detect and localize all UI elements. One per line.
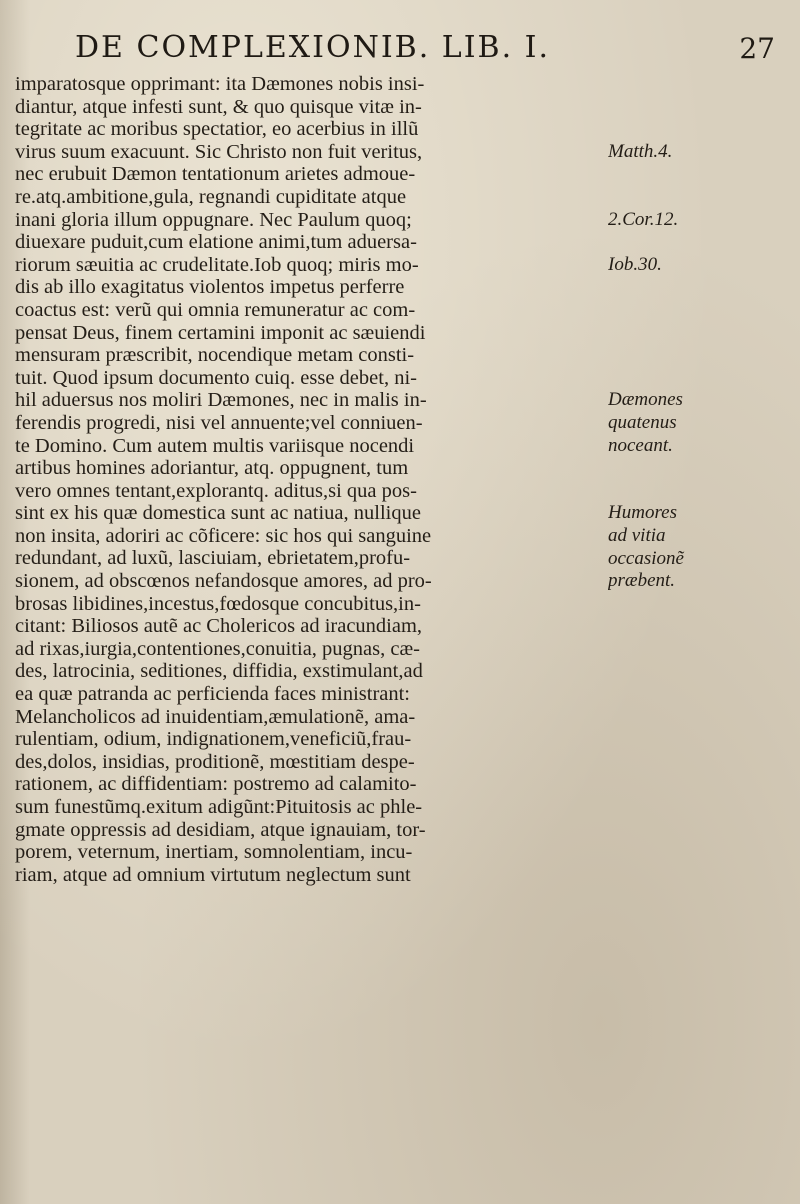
text-line: rationem, ac diffidentiam: postremo ad calamito- <box>15 773 417 796</box>
text-line: riam, atque ad omnium virtutum neglectum sunt <box>15 863 411 886</box>
marginal-note: noceant. <box>608 434 673 456</box>
text-line: te Domino. Cum autem multis variisque nocendi <box>15 434 415 457</box>
text-line: pensat Deus, finem certamini imponit ac sæuiendi <box>15 321 426 344</box>
text-line: sum funestũmq.exitum adigũnt:Pituitosis ac phle- <box>15 796 423 818</box>
text-line: sint ex his quæ domestica sunt ac natiua, nullique <box>15 502 421 525</box>
text-line: ad rixas,iurgia,contentiones,conuitia, pugnas, cæ- <box>15 637 420 660</box>
running-title: DE COMPLEXIONIB. LIB. I. <box>75 30 551 65</box>
text-line: virus suum exacuunt. Sic Christo non fuit veritus, <box>15 140 423 163</box>
marginal-note: Matth.4. <box>608 140 673 162</box>
text-line: tegritate ac moribus spectatior, eo acerbius in illũ <box>15 118 419 141</box>
text-line: gmate oppressis ad desidiam, atque ignauiam, tor- <box>15 818 426 841</box>
text-line: brosas libidines,incestus,fœdosque concubitus,in- <box>15 592 421 615</box>
text-line: rulentiam, odium, indignationem,veneficiũ,frau- <box>15 728 412 751</box>
text-line: non insita, adoriri ac cõficere: sic hos qui sanguine <box>15 524 432 547</box>
text-line: vero omnes tentant,explorantq. aditus,si qua pos- <box>15 479 417 502</box>
marginal-note: occasionẽ <box>608 547 684 569</box>
marginal-note: Humores <box>608 502 677 524</box>
text-line: re.atq.ambitione,gula, regnandi cupiditate atque <box>15 185 407 208</box>
text-line: mensuram præscribit, nocendique metam consti- <box>15 344 415 367</box>
marginal-note: Dæmones <box>608 389 683 411</box>
text-line: nec erubuit Dæmon tentationum arietes admoue- <box>15 163 416 186</box>
text-line: ea quæ patranda ac perficienda faces ministrant: <box>15 683 411 706</box>
text-line: dis ab illo exagitatus violentos impetus perferre <box>15 276 405 299</box>
text-line: citant: Biliosos autẽ ac Cholericos ad iracundiam, <box>15 615 423 638</box>
page-number: 27 <box>739 32 775 65</box>
main-text-column <box>15 73 625 886</box>
marginal-note: ad vitia <box>608 525 666 546</box>
text-line: des,dolos, insidias, proditionẽ, mœstitiam despe- <box>15 750 415 773</box>
text-line: hil aduersus nos moliri Dæmones, nec in malis in- <box>15 389 427 412</box>
text-line: riorum sæuitia ac crudelitate.Iob quoq; miris mo- <box>15 253 419 276</box>
text-line: redundant, ad luxũ, lasciuiam, ebrietatem,profu- <box>15 547 411 570</box>
text-line: sionem, ad obscœnos nefandosque amores, ad pro- <box>15 570 432 593</box>
text-line: imparatosque opprimant: ita Dæmones nobis insi- <box>15 73 425 95</box>
text-line: diantur, atque infesti sunt, & quo quisque vitæ in- <box>15 95 422 118</box>
text-line: Melancholicos ad inuidentiam,æmulationẽ, ama- <box>15 705 416 728</box>
page-header <box>75 30 775 70</box>
marginal-note: Iob.30. <box>608 253 662 275</box>
marginal-note: præbent. <box>608 570 676 592</box>
text-line: porem, veternum, inertiam, somnolentiam, incu- <box>15 841 413 864</box>
text-line: ferendis progredi, nisi vel annuente;vel conniuen- <box>15 411 423 434</box>
text-line: inani gloria illum oppugnare. Nec Paulum quoq; <box>15 208 412 231</box>
text-line: artibus homines adoriantur, atq. oppugnent, tum <box>15 457 409 480</box>
text-line: diuexare puduit,cum elatione animi,tum aduersa- <box>15 231 417 254</box>
text-line: coactus est: verũ qui omnia remuneratur ac com- <box>15 298 416 321</box>
text-line: des, latrocinia, seditiones, diffidia, exstimulant,ad <box>15 660 423 683</box>
marginal-note: quatenus <box>608 412 677 433</box>
text-line: tuit. Quod ipsum documento cuiq. esse debet, ni- <box>15 366 417 389</box>
marginal-note: 2.Cor.12. <box>608 208 679 230</box>
